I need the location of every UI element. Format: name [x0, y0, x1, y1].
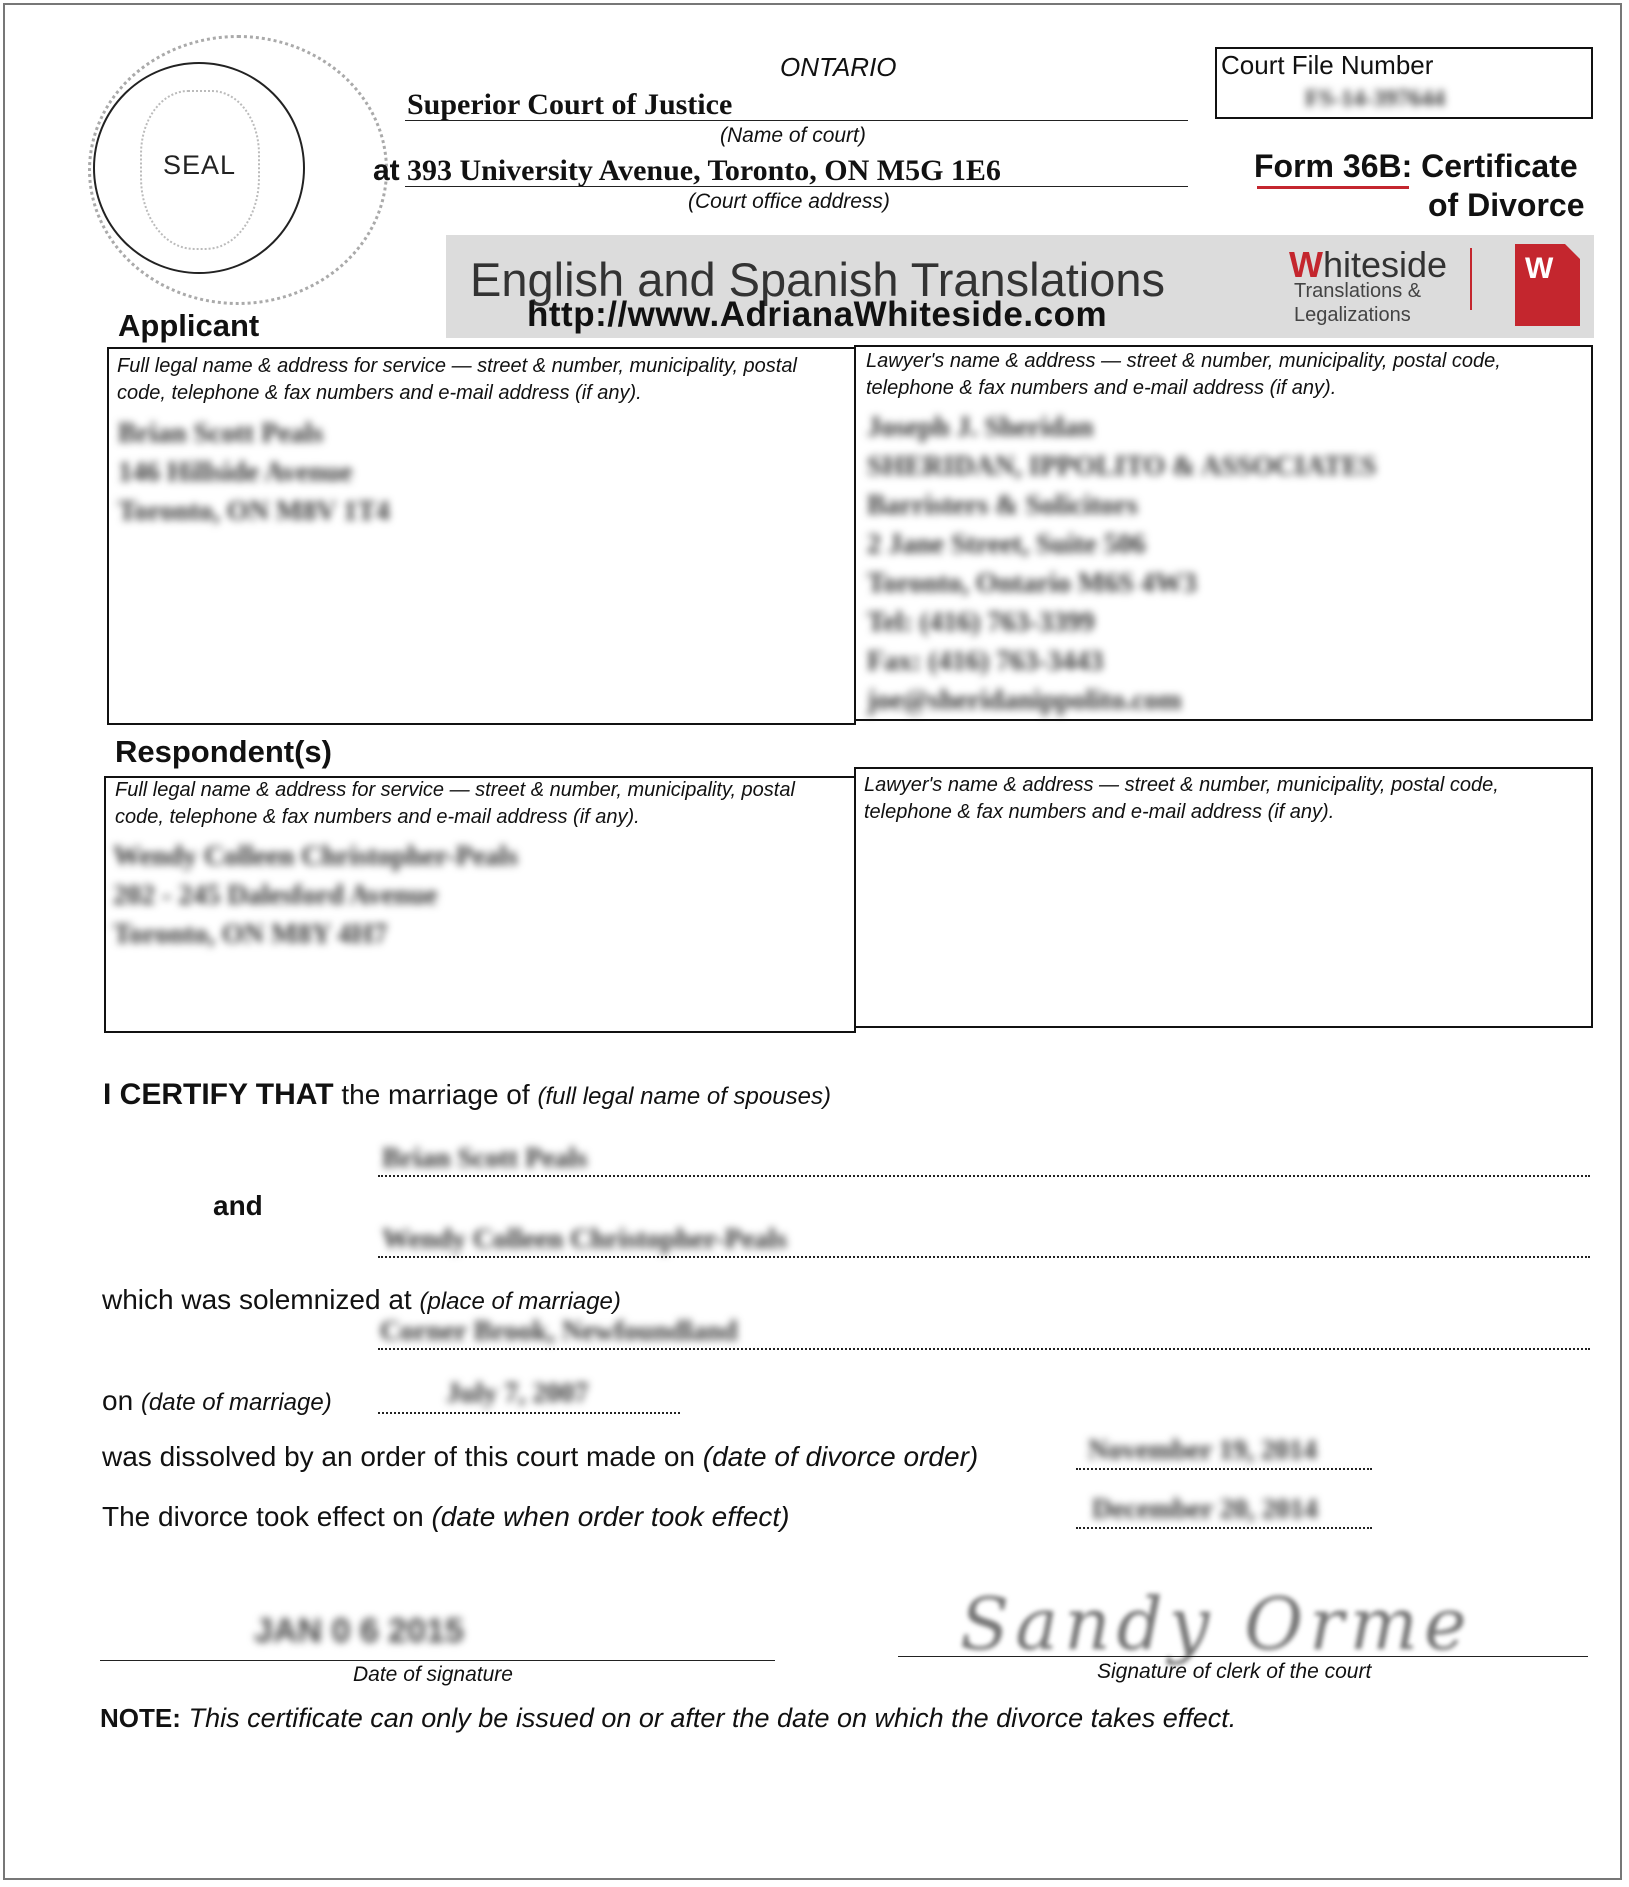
lawyer-practice: Barristers & Solicitors — [867, 490, 1138, 521]
clerk-signature-caption: Signature of clerk of the court — [1097, 1660, 1372, 1683]
dissolved-hint: (date of divorce order) — [702, 1441, 979, 1472]
lawyer-firm: SHERIDAN, IPPOLITO & ASSOCIATES — [867, 451, 1377, 482]
certify-text: the marriage of — [341, 1079, 530, 1110]
note-text: This certificate can only be issued on or after the date on which the divorce takes effect. — [188, 1703, 1237, 1733]
lawyer-tel: Tel: (416) 763-3399 — [867, 607, 1095, 638]
whiteside-logo-icon — [1515, 244, 1580, 326]
banner-title: English and Spanish Translations — [470, 253, 1165, 306]
form-title-line1: Form 36B: Certificate — [1254, 148, 1578, 184]
applicant-street: 146 Hillside Avenue — [118, 457, 353, 488]
signature-date-value: JAN 0 6 2015 — [254, 1612, 464, 1650]
certify-lead: I CERTIFY THAT — [103, 1078, 334, 1111]
applicant-party-details — [118, 414, 390, 531]
brand-subtitle-2: Legalizations — [1294, 304, 1411, 326]
seal-label: SEAL — [163, 150, 237, 180]
applicant-city: Toronto, ON M8V 1T4 — [118, 496, 390, 527]
applicant-party-hint: Full legal name & address for service — street & number, municipality, postal code, telephone & fax numbers and e-mail address (if any). — [117, 355, 797, 404]
solemnized-text: which was solemnized at — [102, 1284, 412, 1315]
court-file-number-value: FS-14-397644 — [1305, 86, 1445, 112]
lawyer-name: Joseph J. Sheridan — [867, 412, 1094, 443]
applicant-heading: Applicant — [118, 308, 260, 343]
lawyer-street: 2 Jane Street, Suite 506 — [867, 529, 1146, 560]
effect-hint: (date when order took effect) — [431, 1501, 790, 1532]
court-name-caption: (Name of court) — [720, 124, 866, 147]
marriage-date-statement — [102, 1385, 332, 1417]
jurisdiction: ONTARIO — [780, 52, 897, 82]
dissolved-text: was dissolved by an order of this court made on — [102, 1441, 695, 1472]
respondent-city: Toronto, ON M8Y 4H7 — [113, 919, 388, 950]
date-signature-caption: Date of signature — [353, 1663, 513, 1686]
note-label: NOTE: — [100, 1703, 181, 1733]
court-file-number-label: Court File Number — [1221, 50, 1434, 80]
logo-letter: W — [1525, 252, 1554, 285]
order-date: November 19, 2014 — [1088, 1435, 1317, 1466]
lawyer-email: joe@sheridanippolito.com — [867, 685, 1182, 716]
respondent-heading: Respondent(s) — [115, 734, 332, 769]
clerk-signature-line — [898, 1656, 1588, 1657]
respondent-name: Wendy Colleen Christopher-Peals — [113, 841, 518, 872]
brand-subtitle-1: Translations & — [1294, 280, 1422, 302]
lawyer-city: Toronto, Ontario M6S 4W3 — [867, 568, 1197, 599]
certify-hint: (full legal name of spouses) — [537, 1083, 831, 1110]
applicant-lawyer-details — [867, 408, 1376, 720]
solemnized-hint: (place of marriage) — [419, 1288, 621, 1315]
on-text: on — [102, 1385, 134, 1416]
brand-rest: hiteside — [1322, 244, 1448, 285]
solemnized-statement — [102, 1284, 621, 1316]
brand-initial: W — [1289, 244, 1323, 285]
effect-statement — [102, 1501, 789, 1533]
marriage-date: July 7, 2007 — [446, 1378, 589, 1409]
court-address-caption: (Court office address) — [688, 190, 890, 213]
spouse2-name: Wendy Colleen Christopher-Peals — [382, 1224, 787, 1255]
court-name: Superior Court of Justice — [407, 88, 733, 121]
form-title-underline — [1257, 186, 1409, 189]
effect-date: December 20, 2014 — [1092, 1494, 1318, 1525]
note — [100, 1702, 1236, 1734]
court-address-line — [405, 186, 1188, 187]
on-hint: (date of marriage) — [140, 1389, 332, 1416]
respondent-lawyer-hint: Lawyer's name & address — street & number, municipality, postal code, telephone & fax numbers and e-mail address (if any). — [864, 774, 1499, 823]
respondent-street: 202 - 245 Dalesford Avenue — [113, 880, 438, 911]
and-word: and — [213, 1190, 263, 1221]
at-word: at — [373, 154, 400, 187]
certify-statement — [103, 1078, 831, 1112]
applicant-lawyer-hint: Lawyer's name & address — street & number, municipality, postal code, telephone & fax numbers and e-mail address (if any). — [866, 350, 1501, 399]
dissolved-statement — [102, 1441, 978, 1473]
spouse1-name: Brian Scott Peals — [382, 1143, 588, 1174]
effect-text: The divorce took effect on — [102, 1501, 424, 1532]
date-signature-line — [100, 1660, 775, 1661]
respondent-party-hint: Full legal name & address for service — street & number, municipality, postal code, telephone & fax numbers and e-mail address (if any). — [115, 779, 795, 828]
clerk-signature: Sandy Orme — [960, 1582, 1473, 1666]
lawyer-fax: Fax: (416) 763-3443 — [867, 646, 1104, 677]
respondent-party-details — [113, 837, 518, 954]
banner-url: http://www.AdrianaWhiteside.com — [527, 295, 1108, 334]
form-title-line2: of Divorce — [1428, 187, 1585, 223]
brand-divider — [1470, 248, 1472, 310]
court-name-line — [405, 120, 1188, 121]
applicant-name: Brian Scott Peals — [118, 418, 324, 449]
court-address: 393 University Avenue, Toronto, ON M5G 1E6 — [407, 154, 1001, 187]
marriage-place: Corner Brook, Newfoundland — [380, 1316, 738, 1347]
